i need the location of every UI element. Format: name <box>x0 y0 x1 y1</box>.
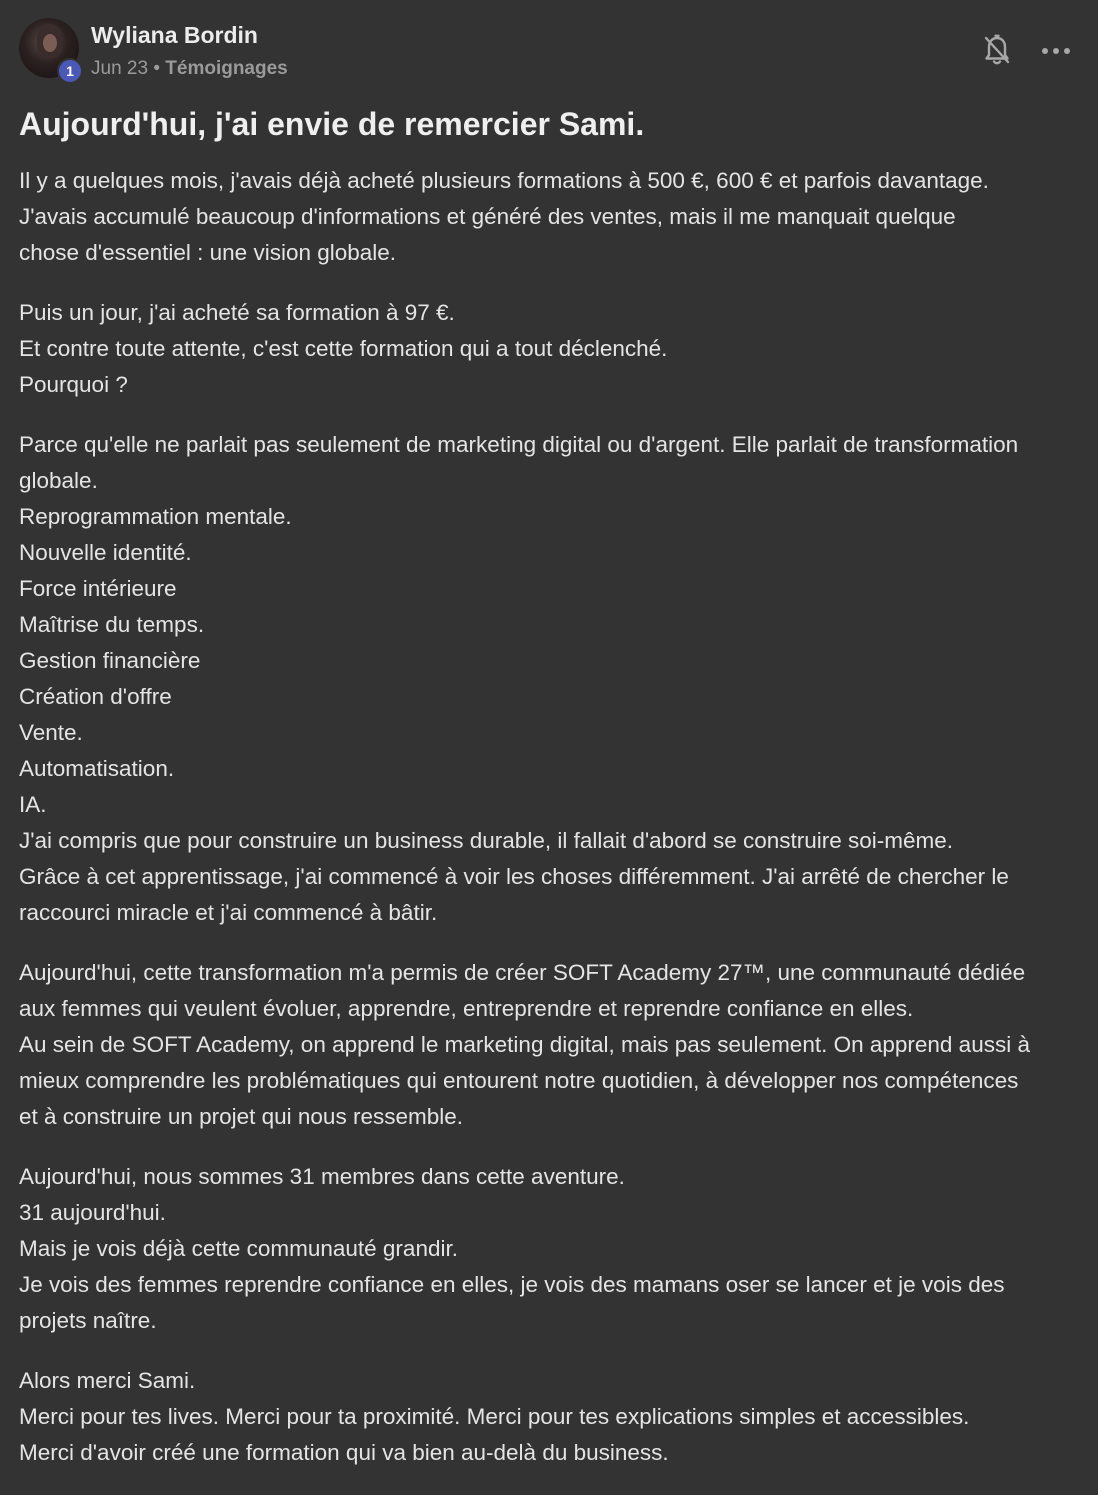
post-text-line: globale. <box>19 468 98 493</box>
post-text-line: Force intérieure <box>19 576 177 601</box>
post-paragraph <box>19 163 1089 271</box>
post-text-line: Mais je vois déjà cette communauté grandir. <box>19 1236 458 1261</box>
post-text-line: Alors merci Sami. <box>19 1368 196 1393</box>
more-horizontal-icon[interactable] <box>1041 42 1071 60</box>
post-text-line: Il y a quelques mois, j'avais déjà acheté plusieurs formations à 500 €, 600 € et parfois davantage. <box>19 168 989 193</box>
level-badge: 1 <box>57 58 83 84</box>
post-header <box>19 18 1079 80</box>
post-text-line: Pourquoi ? <box>19 372 128 397</box>
post-text-line: chose d'essentiel : une vision globale. <box>19 240 397 265</box>
post-text-line: Au sein de SOFT Academy, on apprend le marketing digital, mais pas seulement. On apprend aussi à <box>19 1032 1030 1057</box>
post-category[interactable]: Témoignages <box>165 58 288 79</box>
post-body <box>19 163 1089 1495</box>
post-text-line: Aujourd'hui, nous sommes 31 membres dans cette aventure. <box>19 1164 625 1189</box>
post-paragraph <box>19 1363 1089 1471</box>
post-text-line: J'avais accumulé beaucoup d'informations et généré des ventes, mais il me manquait quelque <box>19 204 956 229</box>
post-paragraph <box>19 295 1089 403</box>
post-text-line: Vente. <box>19 720 83 745</box>
post-text-line: J'ai compris que pour construire un business durable, il fallait d'abord se construire soi-même. <box>19 828 954 853</box>
bell-off-icon[interactable] <box>982 34 1012 68</box>
post-text-line: Et contre toute attente, c'est cette formation qui a tout déclenché. <box>19 336 668 361</box>
post-text-line: Nouvelle identité. <box>19 540 192 565</box>
post-text-line: IA. <box>19 792 47 817</box>
post-text-line: et à construire un projet qui nous ressemble. <box>19 1104 463 1129</box>
post-text-line: Puis un jour, j'ai acheté sa formation à 97 €. <box>19 300 455 325</box>
post-text-line: Automatisation. <box>19 756 175 781</box>
post-text-line: Parce qu'elle ne parlait pas seulement de marketing digital ou d'argent. Elle parlait de transformation <box>19 432 1019 457</box>
post-text-line: Création d'offre <box>19 684 172 709</box>
post-paragraph <box>19 427 1089 931</box>
post-text-line: aux femmes qui veulent évoluer, apprendre, entreprendre et reprendre confiance en elles. <box>19 996 914 1021</box>
post-text-line: Merci pour tes lives. Merci pour ta proximité. Merci pour tes explications simples et accessibles. <box>19 1404 970 1429</box>
post-meta <box>91 58 288 80</box>
post-text-line: Reprogrammation mentale. <box>19 504 292 529</box>
author-name[interactable]: Wyliana Bordin <box>91 22 258 48</box>
post-date: Jun 23 <box>91 58 149 79</box>
post-text-line: Aujourd'hui, cette transformation m'a permis de créer SOFT Academy 27™, une communauté dédiée <box>19 960 1026 985</box>
meta-separator: • <box>153 58 160 79</box>
post-text-line: Grâce à cet apprentissage, j'ai commencé à voir les choses différemment. J'ai arrêté de chercher le <box>19 864 1009 889</box>
post-title: Aujourd'hui, j'ai envie de remercier Sami. <box>19 106 645 142</box>
post-text-line: 31 aujourd'hui. <box>19 1200 166 1225</box>
post-text-line: Je vois des femmes reprendre confiance en elles, je vois des mamans oser se lancer et je vois des <box>19 1272 1005 1297</box>
post-text-line: projets naître. <box>19 1308 157 1333</box>
post-paragraph <box>19 1159 1089 1339</box>
post-text-line: Merci d'avoir créé une formation qui va bien au-delà du business. <box>19 1440 669 1465</box>
post-paragraph <box>19 955 1089 1135</box>
post-text-line: Gestion financière <box>19 648 201 673</box>
post-text-line: Maîtrise du temps. <box>19 612 205 637</box>
post-text-line: raccourci miracle et j'ai commencé à bâtir. <box>19 900 438 925</box>
author-avatar[interactable] <box>19 18 81 80</box>
post-text-line: mieux comprendre les problématiques qui entourent notre quotidien, à développer nos compétences <box>19 1068 1019 1093</box>
